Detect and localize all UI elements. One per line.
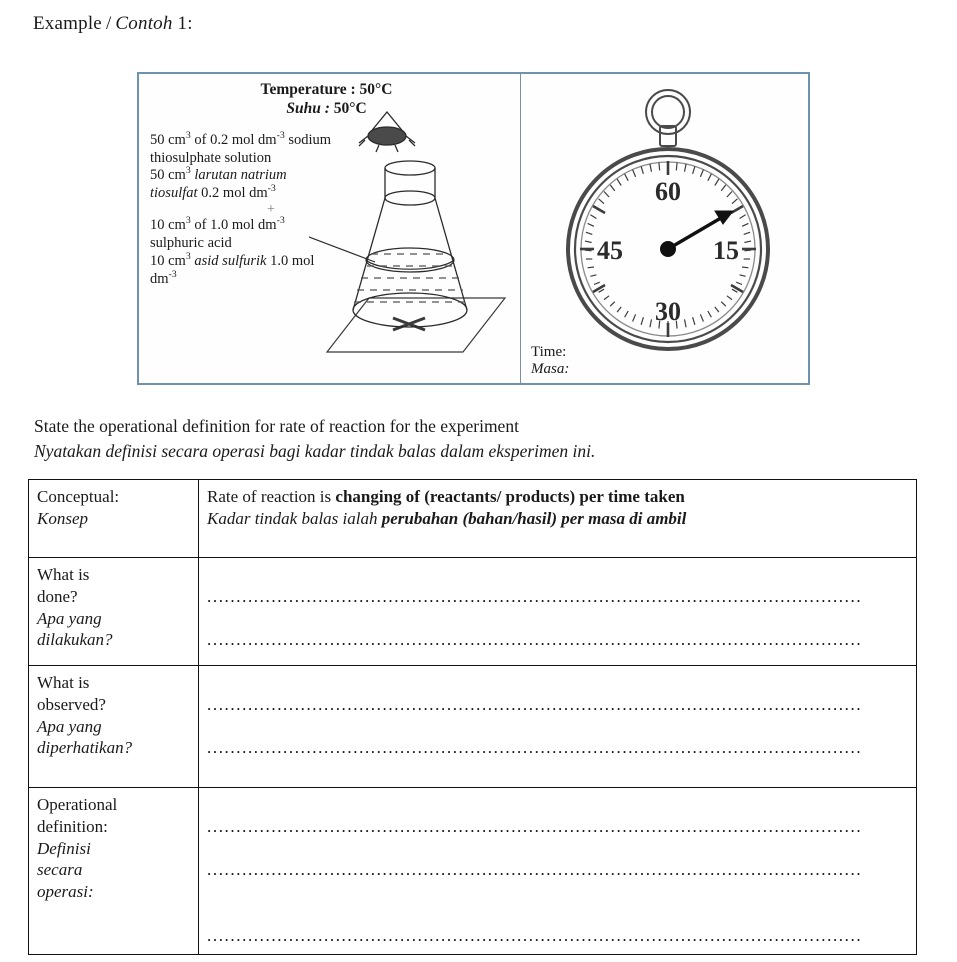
leader-line xyxy=(309,220,375,262)
row-label-conceptual xyxy=(29,480,199,558)
label-done-en-2: done? xyxy=(37,586,78,606)
table-row-what-is-observed xyxy=(29,666,917,788)
x-mark xyxy=(393,318,425,330)
row-answer-what-is-done[interactable] xyxy=(199,558,917,666)
label-done-ms-2: dilakukan? xyxy=(37,630,113,650)
table-row-conceptual xyxy=(29,480,917,558)
answer-line[interactable]: ................................................................................................................ xyxy=(207,694,863,714)
eye-icon xyxy=(359,112,415,152)
figure-right-panel xyxy=(521,74,808,383)
stopwatch-diagram xyxy=(533,82,803,357)
question-text xyxy=(34,414,894,464)
plus-sign: + xyxy=(267,201,275,217)
page-title-number: 1: xyxy=(177,13,193,34)
answer-line[interactable]: ................................................................................................................ xyxy=(207,816,863,836)
liquid-hatching xyxy=(354,254,466,302)
time-label-malay: Masa: xyxy=(531,361,570,377)
time-label-english: Time: xyxy=(531,344,567,361)
temperature-english: Temperature : 50°C xyxy=(260,81,393,98)
question-english: State the operational definition for rate of reaction for the experiment xyxy=(34,416,519,436)
degree-celsius-unit-malay: °C xyxy=(349,100,367,118)
reagent-line-6: sulphuric acid xyxy=(150,235,232,252)
row-value-conceptual[interactable] xyxy=(199,480,917,558)
row-label-operational-definition xyxy=(29,788,199,955)
question-malay: Nyatakan definisi secara operasi bagi kadar tindak balas dalam eksperimen ini. xyxy=(34,440,596,461)
label-observed-ms-1: Apa yang xyxy=(37,716,102,736)
solution-liquid xyxy=(366,248,454,272)
row-answer-what-is-observed[interactable] xyxy=(199,666,917,788)
dial-number-30: 30 xyxy=(655,297,681,326)
page-title-separator: / xyxy=(105,13,112,34)
label-observed-en-1: What is xyxy=(37,673,90,692)
reagent-line-3: 50 $cm^3$ larutan natrium xyxy=(150,165,287,184)
conceptual-answer-english: Rate of reaction is changing of (reactants/ products) per time taken xyxy=(207,487,685,506)
answer-table xyxy=(28,479,917,955)
reagent-line-1: 50 $cm^3$ of 0.2 mol $dm^{-3}$ sodium xyxy=(150,130,332,148)
dial-number-60: 60 xyxy=(655,177,681,206)
row-label-what-is-observed xyxy=(29,666,199,788)
row-answer-operational-definition[interactable] xyxy=(199,788,917,955)
label-operational-ms-1: Definisi xyxy=(37,838,91,858)
reagent-line-4: tiosulfat 0.2 mol $dm^{-3}$ xyxy=(150,183,276,202)
label-operational-en-2: definition: xyxy=(37,816,108,836)
temperature-malay: Suhu : 50°C xyxy=(286,100,367,118)
answer-line[interactable]: ................................................................................................................ xyxy=(207,738,863,758)
stopwatch-ring xyxy=(646,90,690,146)
label-operational-en-1: Operational xyxy=(37,795,118,814)
conceptual-answer-malay: Kadar tindak balas ialah perubahan (bahan/hasil) per masa di ambil xyxy=(207,508,687,528)
figure-left-panel xyxy=(139,74,520,383)
experiment-figure xyxy=(137,72,810,385)
page-title-english: Example xyxy=(33,13,102,34)
time-label-malay-clipped xyxy=(531,361,569,385)
degree-celsius-unit: °C xyxy=(375,81,393,98)
time-label xyxy=(531,344,569,385)
reagent-line-5: 10 $cm^3$ of 1.0 mol $dm^{-3}$ xyxy=(150,215,285,234)
label-operational-ms-2: secara xyxy=(37,860,83,880)
dial-number-15: 15 xyxy=(713,236,739,265)
label-conceptual-english: Conceptual: xyxy=(37,487,120,506)
answer-line[interactable]: ................................................................................................................ xyxy=(207,630,863,650)
label-operational-ms-3: operasi: xyxy=(37,882,94,901)
label-done-ms-1: Apa yang xyxy=(37,608,102,628)
dial-number-45: 45 xyxy=(597,236,623,265)
label-conceptual-malay: Konsep xyxy=(37,508,88,528)
label-observed-ms-2: diperhatikan? xyxy=(37,738,133,758)
page-title-malay: Contoh xyxy=(115,13,173,34)
answer-line[interactable]: ................................................................................................................ xyxy=(207,925,863,945)
label-observed-en-2: observed? xyxy=(37,694,106,714)
answer-line[interactable]: ................................................................................................................ xyxy=(207,586,863,606)
apparatus-diagram xyxy=(309,102,514,382)
table-row-operational-definition xyxy=(29,788,917,955)
label-done-en-1: What is xyxy=(37,565,90,584)
page-title xyxy=(33,13,193,35)
row-label-what-is-done xyxy=(29,558,199,666)
reagent-line-8: $dm^{-3}$ xyxy=(150,268,177,287)
table-row-what-is-done xyxy=(29,558,917,666)
reagent-line-7: 10 $cm^3$ asid sulfurik 1.0 mol xyxy=(150,250,315,269)
reagent-line-2: thiosulphate solution xyxy=(150,149,272,166)
answer-line[interactable]: ................................................................................................................ xyxy=(207,860,863,880)
